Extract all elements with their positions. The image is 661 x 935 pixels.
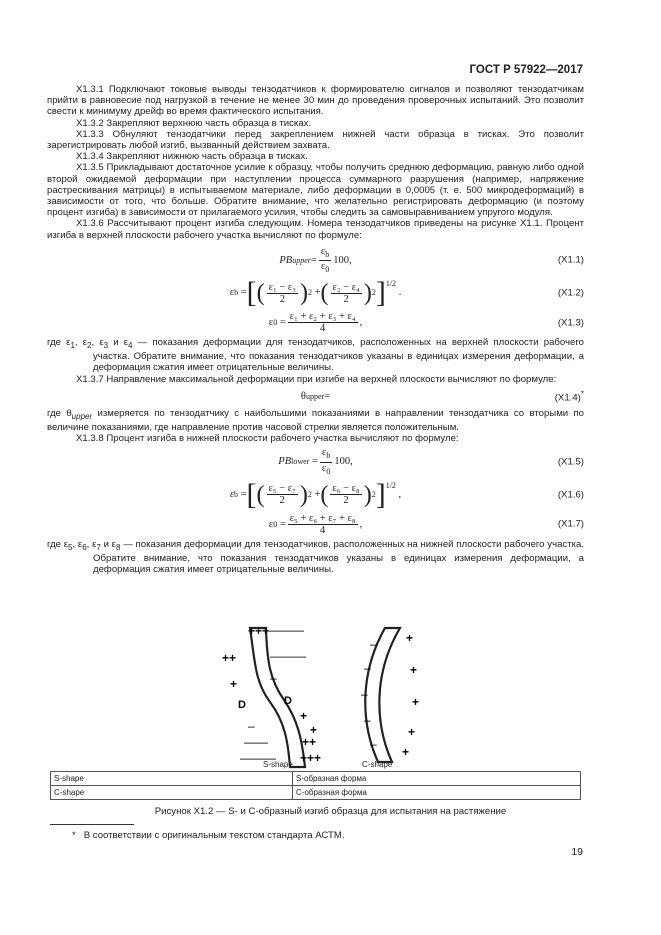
plus-mark: + bbox=[406, 631, 414, 645]
table-cell: S-shape bbox=[51, 772, 293, 786]
paragraph-x138: X1.3.8 Процент изгиба в нижней плоскости рабочего участка вычисляют по формуле: bbox=[76, 433, 459, 445]
minus-mark: ——— bbox=[268, 623, 304, 637]
footnote: * В соответствии с оригинальным текстом стандарта АСТМ. bbox=[72, 830, 345, 841]
equation-number: (X1.1) bbox=[557, 254, 584, 266]
table-cell: S-образная форма bbox=[293, 772, 581, 786]
plus-mark: +++ bbox=[300, 751, 322, 765]
plus-mark: ++ bbox=[222, 651, 237, 665]
equation-number: (X1.2) bbox=[557, 287, 584, 299]
equation-x1-6: ε b = [ ( $\frac{\text{ε₅ − ε₇}}{2}$ ) 2 + ( $\frac{\text{ε₆ − ε₈}}{2}$ ) 2 ] $^{1/2}$ , (X1.6) bbox=[229, 477, 584, 511]
paragraph-x137: X1.3.7 Направление максимальной деформации при изгибе на верхней плоскости вычисляют по формуле: bbox=[76, 373, 557, 385]
minus-mark: – bbox=[364, 713, 371, 727]
minus-mark: ——— bbox=[240, 751, 276, 765]
bending-shapes-figure bbox=[210, 622, 450, 772]
paragraph-x133: X1.3.3 Обнуляют тензодатчики перед закреплением нижней части образца в тисках. Это позволит зарегистрировать любой изгиб, вызванный действием захвата. bbox=[47, 128, 584, 152]
equation-number: (X1.5) bbox=[557, 456, 584, 468]
paragraph-x134: X1.3.4 Закрепляют нижнюю часть образца в тисках. bbox=[76, 151, 308, 163]
fraction: $\frac{\varepsilon_b}{\varepsilon_0}$ bbox=[320, 245, 330, 275]
equation-number: (X1.6) bbox=[557, 489, 584, 501]
plus-mark: + bbox=[410, 663, 418, 677]
footnote-separator bbox=[50, 824, 134, 825]
minus-mark: – bbox=[370, 637, 377, 651]
minus-mark: – bbox=[370, 737, 377, 751]
table-cell: C-образная форма bbox=[293, 786, 581, 800]
d-mark: D bbox=[284, 695, 292, 707]
paragraph-x136: X1.3.6 Рассчитывают процент изгиба следующим. Номера тензодатчиков приведены на рисунке X1.1. Процент изгиба в верхней плоскости рабочего участка вычисляют по формуле: bbox=[47, 218, 584, 241]
equation-number: (X1.4)* bbox=[554, 389, 584, 404]
paragraph-x135: X1.3.5 Прикладывают достаточное усилие к образцу, чтобы получить среднюю деформацию, равную либо одной второй ожидаемой деформации при наступлении процесса суммарного разрушения (например, напряжение растрескивания матрицы) в испытываемом материале, либо деформации в 0,0005 (т. е. 500 микродеформаций) в зависимости от того, что больше. Обратите внимание, что желательно регистрировать деформацию (и поэтому процент изгиба) в зависимости от прилагаемого усилия, чтобы следить за самовыравниванием упругого модуля. bbox=[47, 162, 584, 219]
paragraph-x131: X1.3.1 Подключают токовые выводы тензодатчиков к формирователю сигналов и позволяют тензодатчикам прийти в равновесие под нагрузкой в течение не менее 30 мин до проведения проверочных испытаний. Это позволит свести к минимуму дрейф во время фактического испытания. bbox=[47, 84, 584, 118]
minus-mark: ——— bbox=[270, 649, 306, 663]
plus-mark: + bbox=[412, 695, 420, 709]
table-cell: C-shape bbox=[51, 786, 293, 800]
plus-mark: +++ bbox=[248, 624, 270, 638]
where-clause-1: где $\varepsilon_1$, $\varepsilon_2$, $\varepsilon_3$ и $\varepsilon_4$ — показания деформации для тензодатчиков, расположенных на верхней плоскости рабочего участка. Обратите внимание, что показания тензодатчиков указаны в единицах измерения деформации, а деформация сжатия имеет отрицательные величины. bbox=[47, 337, 585, 374]
paragraph-x132: X1.3.2 Закрепляют верхнюю часть образца в тисках. bbox=[76, 117, 312, 129]
page-number: 19 bbox=[571, 846, 583, 858]
equation-x1-3: ε 0 = $\frac{\text{ε₁ + ε₂ + ε₃ + ε₄}}{4}$ , (X1.3) bbox=[268, 311, 584, 335]
main-text bbox=[47, 84, 584, 575]
plus-mark: + bbox=[402, 745, 410, 759]
minus-mark: – bbox=[364, 661, 371, 675]
d-mark: D bbox=[238, 699, 246, 711]
minus-mark: – bbox=[248, 719, 255, 733]
plus-mark: + bbox=[230, 677, 238, 691]
minus-mark: – bbox=[270, 671, 277, 685]
minus-mark: – bbox=[361, 687, 368, 701]
where-clause-2: где $\theta_{upper}$ измеряется по тензодатчику с наибольшими показаниями в направлении тензодатчика со вторыми по величине показаниями, где направление против часовой стрелки является положительным. bbox=[47, 407, 584, 434]
equation-number: (X1.3) bbox=[557, 316, 584, 328]
table-row bbox=[51, 772, 581, 786]
plus-mark: + bbox=[408, 725, 416, 739]
c-shape-label: C-shape bbox=[362, 760, 393, 769]
figure-legend-table bbox=[50, 771, 581, 800]
equation-x1-4: θ upper = (X1.4)* bbox=[300, 389, 584, 404]
plus-mark: + bbox=[310, 723, 318, 737]
equation-number: (X1.7) bbox=[557, 518, 584, 530]
plus-mark: + bbox=[300, 709, 308, 723]
equation-x1-2: ε b = [ ( $\frac{\text{ε₁ − ε₃}}{2}$ ) 2 + ( $\frac{\text{ε₂ − ε₄}}{2}$ ) 2 ] $^{1/2}$ . (X1.2) bbox=[229, 276, 584, 310]
standard-header: ГОСТ Р 57922—2017 bbox=[469, 64, 583, 76]
plus-mark: ++ bbox=[302, 735, 317, 749]
where-clause-3: где $\varepsilon_5$, $\varepsilon_6$, $\varepsilon_7$ и $\varepsilon_8$ — показания деформации для тензодатчиков, расположенных на нижней плоскости рабочего участка. Обратите внимание, что показания тензодатчиков указаны в единицах измерения деформации, а деформация сжатия имеет отрицательные величины. bbox=[47, 538, 585, 575]
s-shape-label: S-shape bbox=[263, 760, 293, 769]
equation-x1-5: PB lower = $\frac{\varepsilon_b}{\varepsilon_0}$ 100, (X1.5) bbox=[278, 447, 584, 476]
equation-x1-7: ε 0 = $\frac{\text{ε₅ + ε₆ + ε₇ + ε₈}}{4}$ , (X1.7) bbox=[268, 512, 584, 536]
minus-mark: —— bbox=[244, 735, 268, 749]
figure-caption: Рисунок X1.2 — S- и C-образный изгиб образца для испытания на растяжение bbox=[154, 806, 507, 817]
table-row bbox=[51, 786, 581, 800]
equation-x1-1: PB upper = $\frac{\varepsilon_b}{\varepsilon_0}$ 100, (X1.1) bbox=[279, 245, 584, 275]
